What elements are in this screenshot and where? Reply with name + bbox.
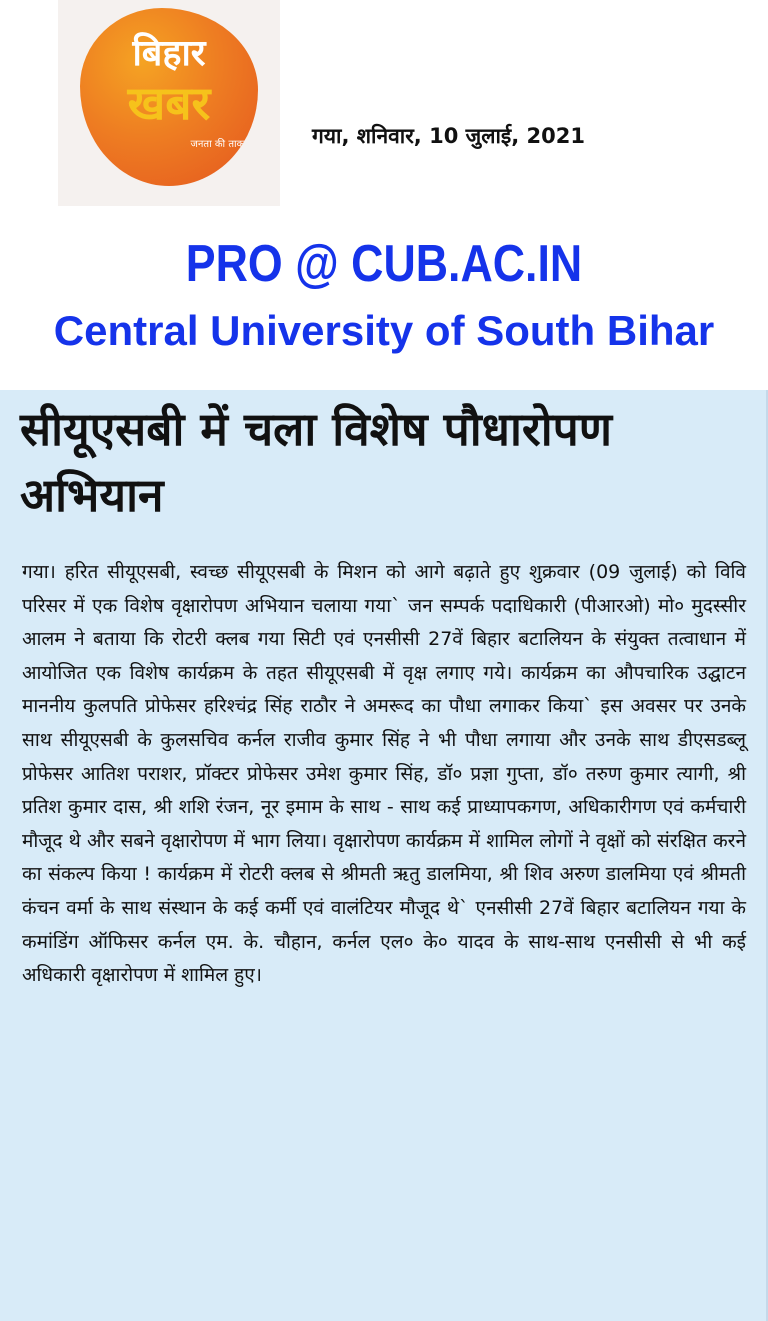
pro-email-heading: PRO @ CUB.AC.IN (185, 235, 583, 293)
logo-line-bihar: बिहार (132, 33, 206, 74)
article-clipping (0, 390, 768, 1321)
newspaper-logo (58, 0, 280, 206)
logo-line-khabar: खबर (127, 76, 211, 130)
university-name: Central University of South Bihar (53, 307, 715, 354)
article-headline: सीयूएसबी में चला विशेष पौधारोपण अभियान (20, 402, 613, 522)
article-body: गया। हरित सीयूएसबी, स्वच्छ सीयूएसबी के मिशन को आगे बढ़ाते हुए शुक्रवार (09 जुलाई) को विवि परिसर में एक विशेष वृक्षारोपण अभियान चलाया गया` जन सम्पर्क पदाधिकारी (पीआरओ) मो० मुदस्सीर आलम ने बताया कि रोटरी क्लब गया सिटी एवं एनसीसी 27वें बिहार बटालियन के संयुक्त तत्वाधान में आयोजित एक विशेष कार्यक्रम के तहत सीयूएसबी में वृक्ष लगाए गये। कार्यक्रम का औपचारिक उद्घाटन माननीय कुलपति प्रोफेसर हरिश्चंद्र सिंह राठौर ने अमरूद का पौधा लगाकर किया` इस अवसर पर उनके साथ सीयूएसबी के कुलसचिव कर्नल राजीव कुमार सिंह ने भी पौधा लगाया और उनके साथ डीएसडब्लू प्रोफेसर आतिश पराशर, प्रॉक्टर प्रोफेसर उमेश कुमार सिंह, डॉ० प्रज्ञा गुप्ता, डॉ० तरुण कुमार त्यागी, श्री प्रतिश कुमार दास, श्री शशि रंजन, नूर इमाम के साथ - साथ कई प्राध्यापकगण, अधिकारीगण एवं कर्मचारी मौजूद थे और सबने वृक्षारोपण में भाग लिया। वृक्षारोपण कार्यक्रम में शामिल लोगों ने वृक्षों को संरक्षित करने का संकल्प किया ! कार्यक्रम में रोटरी क्लब से श्रीमती ऋतु डालमिया, श्री शिव अरुण डालमिया एवं श्रीमती कंचन वर्मा के साथ संस्थान के कई कर्मी एवं वालंटियर मौजूद थे` एनसीसी 27वें बिहार बटालियन गया के कमांडिंग ऑफिसर कर्नल एम. के. चौहान, कर्नल एल० के० यादव के साथ-साथ एनसीसी से भी कई अधिकारी वृक्षारोपण में शामिल हुए। (22, 561, 746, 987)
logo-tagline: जनता की ताकत (190, 139, 250, 150)
dateline: गया, शनिवार, 10 जुलाई, 2021 (312, 124, 585, 148)
logo-badge (80, 8, 258, 186)
